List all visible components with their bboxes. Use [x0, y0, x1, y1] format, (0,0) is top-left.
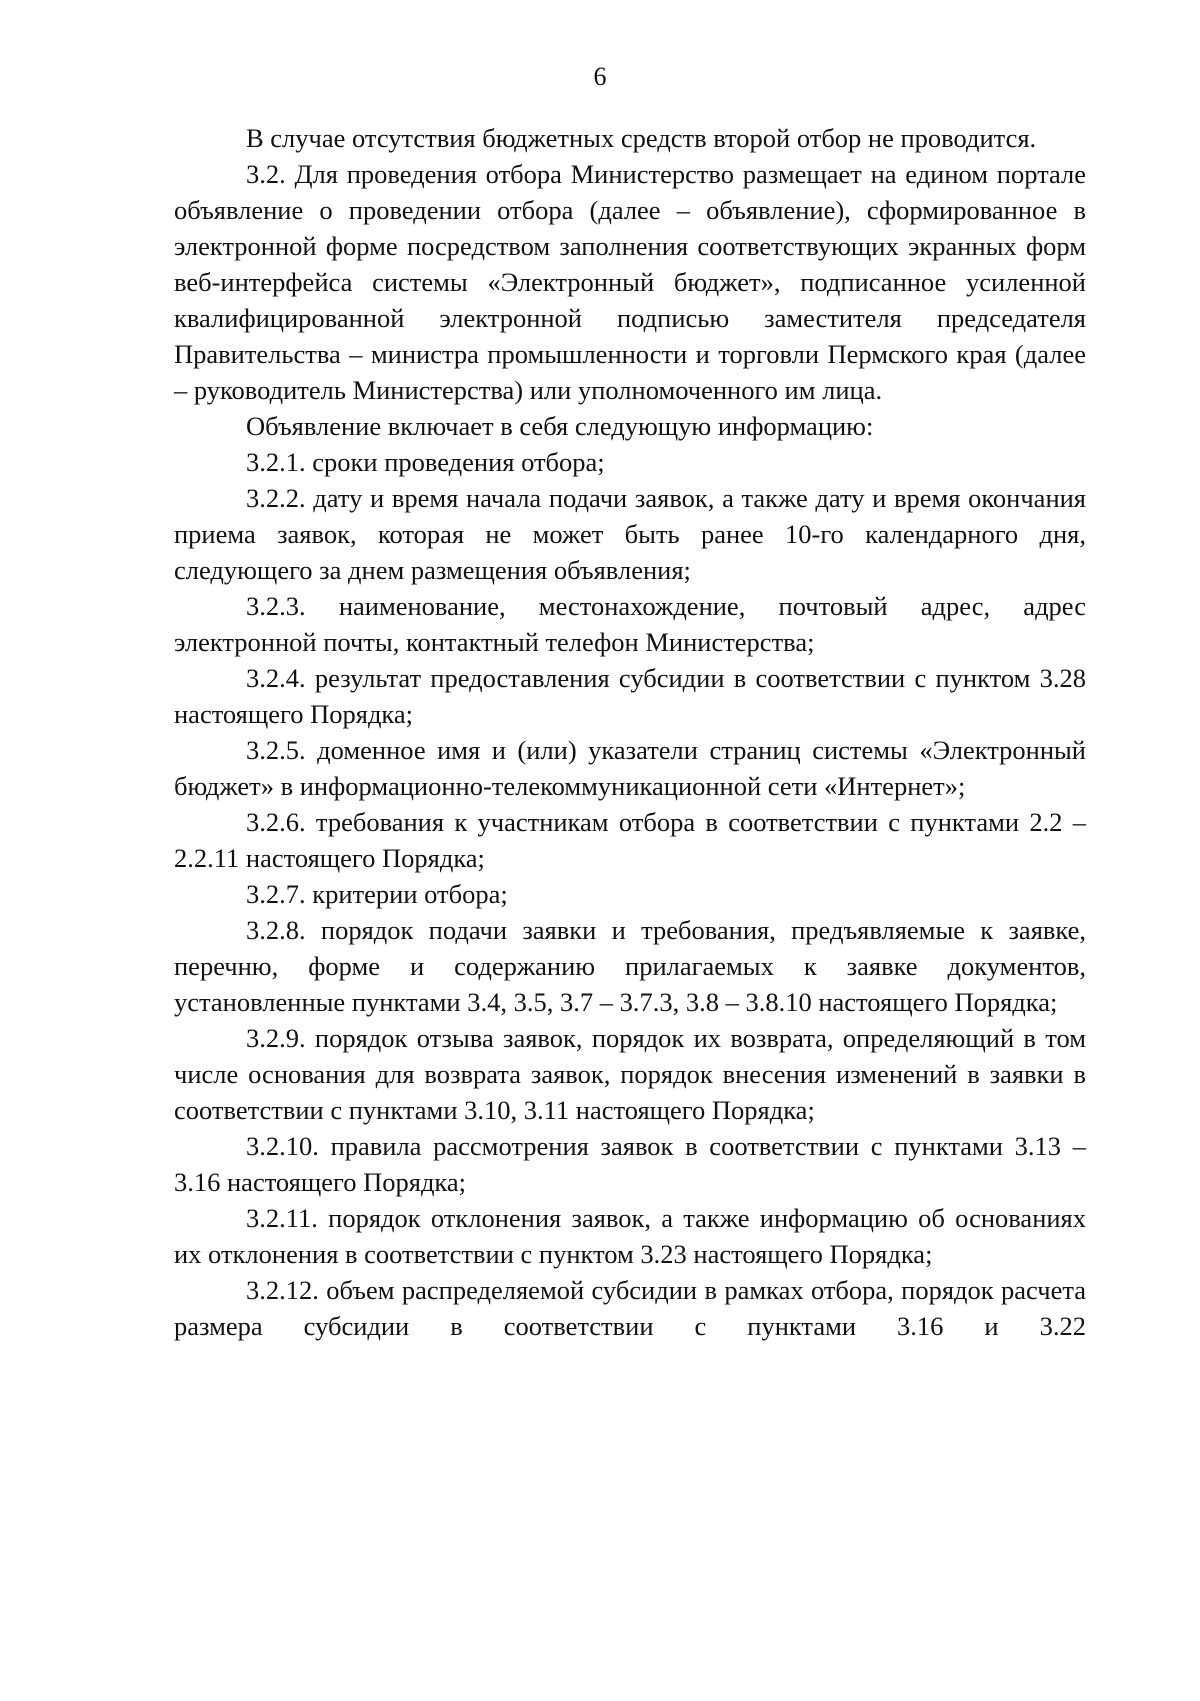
- paragraph-3-2-9: 3.2.9. порядок отзыва заявок, порядок их возврата, определяющий в том числе основания для возврата заявок, порядок внесения изменений в заявки в соответствии с пунктами 3.10, 3.11 настоящего Порядка;: [174, 1023, 1086, 1125]
- paragraph-3-2-4: 3.2.4. результат предоставления субсидии в соответствии с пунктом 3.28 настоящего Порядка;: [174, 663, 1086, 729]
- paragraph-announcement-intro: Объявление включает в себя следующую информацию:: [246, 411, 874, 441]
- paragraph-3-2-6: 3.2.6. требования к участникам отбора в соответствии с пунктами 2.2 – 2.2.11 настоящего Порядка;: [174, 807, 1086, 873]
- paragraph-second-selection-note: В случае отсутствия бюджетных средств второй отбор не проводится.: [246, 123, 1037, 153]
- paragraph-3-2-2: 3.2.2. дату и время начала подачи заявок, а также дату и время окончания приема заявок, которая не может быть ранее 10-го календарного дня, следующего за днем размещения объявления;: [174, 483, 1086, 585]
- paragraph-3-2-11: 3.2.11. порядок отклонения заявок, а также информацию об основаниях их отклонения в соответствии с пунктом 3.23 настоящего Порядка;: [174, 1203, 1086, 1269]
- paragraph-3-2-12: 3.2.12. объем распределяемой субсидии в рамках отбора, порядок расчета размера субсидии в соответствии с пунктами 3.16 и 3.22: [174, 1275, 1086, 1341]
- paragraph-3-2-7: 3.2.7. критерии отбора;: [246, 879, 508, 909]
- paragraph-3-2-8: 3.2.8. порядок подачи заявки и требования, предъявляемые к заявке, перечню, форме и содержанию прилагаемых к заявке документов, установленные пунктами 3.4, 3.5, 3.7 – 3.7.3, 3.8 – 3.8.10 настоящего Порядка;: [174, 915, 1086, 1017]
- page-number: 6: [593, 62, 607, 91]
- paragraph-3-2: 3.2. Для проведения отбора Министерство размещает на едином портале объявление о проведении отбора (далее – объявление), сформированное в электронной форме посредством заполнения соответствующих экранных форм веб-интерфейса системы «Электронный бюджет», подписанное усиленной квалифицированной электронной подписью заместителя председателя Правительства – министра промышленности и торговли Пермского края (далее – руководитель Министерства) или уполномоченного им лица.: [174, 159, 1086, 405]
- paragraph-3-2-10: 3.2.10. правила рассмотрения заявок в соответствии с пунктами 3.13 – 3.16 настоящего Порядка;: [174, 1131, 1086, 1197]
- paragraph-3-2-3: 3.2.3. наименование, местонахождение, почтовый адрес, адрес электронной почты, контактный телефон Министерства;: [174, 591, 1086, 657]
- document-body: [174, 120, 1086, 1344]
- paragraph-3-2-1: 3.2.1. сроки проведения отбора;: [246, 447, 605, 477]
- paragraph-3-2-5: 3.2.5. доменное имя и (или) указатели страниц системы «Электронный бюджет» в информационно-телекоммуникационной сети «Интернет»;: [174, 735, 1086, 801]
